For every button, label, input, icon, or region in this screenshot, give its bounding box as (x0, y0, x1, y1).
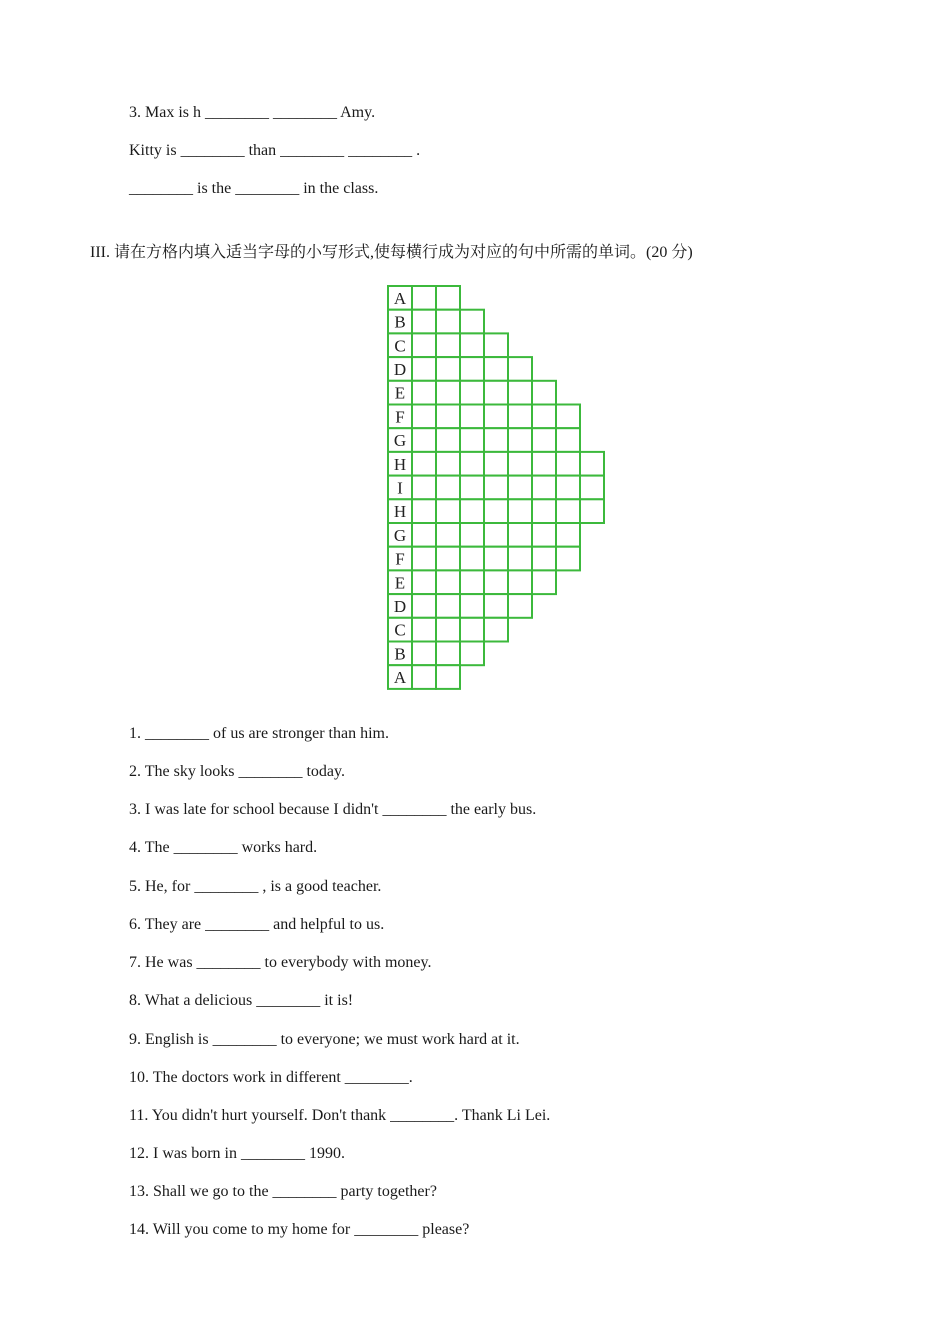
grid-blank-cell[interactable] (436, 547, 460, 571)
grid-row-letter: A (393, 288, 407, 308)
grid-blank-cell[interactable] (508, 428, 532, 452)
grid-blank-cell[interactable] (580, 452, 604, 476)
grid-blank-cell[interactable] (460, 381, 484, 405)
grid-blank-cell[interactable] (412, 523, 436, 547)
grid-row-letter: G (393, 525, 407, 545)
grid-blank-cell[interactable] (508, 405, 532, 429)
grid-blank-cell[interactable] (436, 381, 460, 405)
grid-blank-cell[interactable] (484, 570, 508, 594)
grid-blank-cell[interactable] (532, 428, 556, 452)
grid-blank-cell[interactable] (484, 476, 508, 500)
grid-blank-cell[interactable] (412, 570, 436, 594)
grid-blank-cell[interactable] (436, 310, 460, 334)
grid-blank-cell[interactable] (460, 499, 484, 523)
grid-blank-cell[interactable] (532, 476, 556, 500)
grid-blank-cell[interactable] (508, 452, 532, 476)
question-item: 2. The sky looks ________ today. (129, 763, 345, 780)
grid-blank-cell[interactable] (436, 665, 460, 689)
grid-blank-cell[interactable] (532, 547, 556, 571)
question-item: 1. ________ of us are stronger than him. (129, 725, 389, 742)
grid-row-letter: H (393, 454, 407, 474)
grid-row-letter: H (393, 502, 407, 522)
grid-blank-cell[interactable] (508, 357, 532, 381)
grid-blank-cell[interactable] (484, 357, 508, 381)
grid-blank-cell[interactable] (460, 523, 484, 547)
grid-blank-cell[interactable] (460, 476, 484, 500)
grid-blank-cell[interactable] (508, 476, 532, 500)
sentence-class: ________ is the ________ in the class. (129, 180, 379, 197)
grid-blank-cell[interactable] (412, 499, 436, 523)
question-item: 4. The ________ works hard. (129, 839, 318, 856)
grid-blank-cell[interactable] (556, 499, 580, 523)
grid-blank-cell[interactable] (532, 523, 556, 547)
grid-blank-cell[interactable] (508, 594, 532, 618)
question-item: 7. He was ________ to everybody with money. (129, 954, 432, 971)
grid-blank-cell[interactable] (412, 594, 436, 618)
grid-row-letter: E (394, 383, 406, 403)
grid-blank-cell[interactable] (460, 333, 484, 357)
grid-blank-cell[interactable] (436, 452, 460, 476)
grid-blank-cell[interactable] (412, 547, 436, 571)
grid-blank-cell[interactable] (580, 499, 604, 523)
grid-blank-cell[interactable] (436, 594, 460, 618)
grid-blank-cell[interactable] (436, 523, 460, 547)
grid-blank-cell[interactable] (556, 523, 580, 547)
grid-blank-cell[interactable] (436, 357, 460, 381)
grid-blank-cell[interactable] (460, 618, 484, 642)
grid-row-letter: F (395, 407, 405, 427)
grid-blank-cell[interactable] (436, 333, 460, 357)
grid-blank-cell[interactable] (484, 333, 508, 357)
grid-blank-cell[interactable] (412, 618, 436, 642)
question-item: 5. He, for ________ , is a good teacher. (129, 878, 382, 895)
grid-blank-cell[interactable] (436, 405, 460, 429)
grid-blank-cell[interactable] (532, 570, 556, 594)
grid-blank-cell[interactable] (484, 523, 508, 547)
grid-blank-cell[interactable] (556, 452, 580, 476)
grid-blank-cell[interactable] (532, 452, 556, 476)
grid-blank-cell[interactable] (436, 499, 460, 523)
grid-blank-cell[interactable] (460, 405, 484, 429)
section-heading: III. 请在方格内填入适当字母的小写形式,使每横行成为对应的句中所需的单词。(20 分) (90, 244, 693, 261)
question-item: 12. I was born in ________ 1990. (129, 1145, 345, 1162)
grid-row-letter: I (397, 478, 403, 498)
grid-row-letter: D (393, 359, 407, 379)
grid-row-letter: G (393, 431, 407, 451)
grid-blank-cell[interactable] (412, 665, 436, 689)
grid-blank-cell[interactable] (556, 476, 580, 500)
grid-row-letter: B (394, 312, 406, 332)
grid-blank-cell[interactable] (436, 286, 460, 310)
grid-blank-cell[interactable] (436, 642, 460, 666)
grid-blank-cell[interactable] (580, 476, 604, 500)
grid-blank-cell[interactable] (532, 499, 556, 523)
grid-blank-cell[interactable] (484, 452, 508, 476)
grid-blank-cell[interactable] (508, 499, 532, 523)
grid-blank-cell[interactable] (460, 310, 484, 334)
grid-blank-cell[interactable] (412, 333, 436, 357)
grid-blank-cell[interactable] (484, 547, 508, 571)
grid-blank-cell[interactable] (508, 381, 532, 405)
grid-row-letter: F (395, 549, 405, 569)
grid-blank-cell[interactable] (532, 381, 556, 405)
grid-blank-cell[interactable] (484, 405, 508, 429)
grid-row-letter: D (393, 596, 407, 616)
grid-blank-cell[interactable] (436, 570, 460, 594)
question-item: 11. You didn't hurt yourself. Don't thank ________. Thank Li Lei. (129, 1107, 551, 1124)
grid-blank-cell[interactable] (484, 428, 508, 452)
grid-blank-cell[interactable] (484, 618, 508, 642)
grid-blank-cell[interactable] (412, 381, 436, 405)
grid-blank-cell[interactable] (412, 405, 436, 429)
grid-blank-cell[interactable] (412, 286, 436, 310)
grid-row-letter: B (394, 644, 406, 664)
grid-row-letter: C (394, 336, 406, 356)
grid-blank-cell[interactable] (508, 523, 532, 547)
grid-blank-cell[interactable] (412, 428, 436, 452)
grid-blank-cell[interactable] (556, 547, 580, 571)
grid-blank-cell[interactable] (436, 476, 460, 500)
question-item: 6. They are ________ and helpful to us. (129, 916, 385, 933)
grid-blank-cell[interactable] (556, 405, 580, 429)
question-item: 10. The doctors work in different ________. (129, 1069, 413, 1086)
grid-row-letter: E (394, 573, 406, 593)
grid-blank-cell[interactable] (460, 428, 484, 452)
grid-blank-cell[interactable] (460, 642, 484, 666)
grid-blank-cell[interactable] (556, 428, 580, 452)
grid-blank-cell[interactable] (412, 642, 436, 666)
grid-blank-cell[interactable] (412, 452, 436, 476)
sentence-kitty: Kitty is ________ than ________ ________ . (129, 142, 421, 159)
grid-blank-cell[interactable] (508, 570, 532, 594)
grid-blank-cell[interactable] (484, 381, 508, 405)
grid-blank-cell[interactable] (436, 618, 460, 642)
grid-blank-cell[interactable] (484, 594, 508, 618)
question-item: 9. English is ________ to everyone; we must work hard at it. (129, 1031, 520, 1048)
grid-blank-cell[interactable] (460, 547, 484, 571)
grid-blank-cell[interactable] (412, 476, 436, 500)
sentence-max: 3. Max is h ________ ________ Amy. (129, 104, 376, 121)
grid-blank-cell[interactable] (412, 357, 436, 381)
grid-blank-cell[interactable] (460, 594, 484, 618)
grid-blank-cell[interactable] (532, 405, 556, 429)
question-item: 13. Shall we go to the ________ party together? (129, 1183, 437, 1200)
grid-row-letter: A (393, 668, 407, 688)
crossword-grid (386, 285, 603, 690)
question-item: 8. What a delicious ________ it is! (129, 992, 354, 1009)
grid-row-letter: C (394, 620, 406, 640)
grid-blank-cell[interactable] (460, 570, 484, 594)
question-item: 3. I was late for school because I didn't ________ the early bus. (129, 801, 537, 818)
grid-blank-cell[interactable] (484, 499, 508, 523)
grid-blank-cell[interactable] (412, 310, 436, 334)
grid-blank-cell[interactable] (436, 428, 460, 452)
grid-blank-cell[interactable] (460, 357, 484, 381)
grid-blank-cell[interactable] (460, 452, 484, 476)
grid-blank-cell[interactable] (508, 547, 532, 571)
question-item: 14. Will you come to my home for ________ please? (129, 1221, 470, 1238)
